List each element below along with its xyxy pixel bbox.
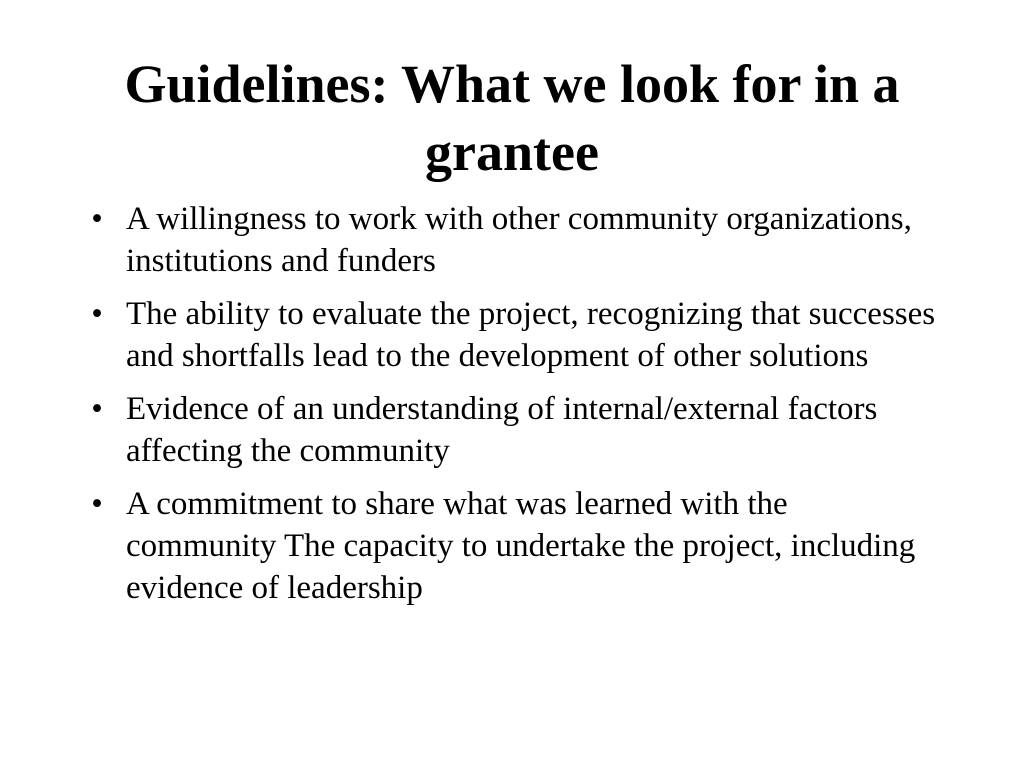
bullet-item-evaluation (82, 293, 942, 377)
bullet-text: A commitment to share what was learned with the community The capacity to undertake the project, including evidence of leadership (126, 486, 916, 606)
bullet-icon: • (91, 391, 103, 427)
bullet-text: A willingness to work with other community organizations, institutions and funders (126, 201, 912, 279)
bullet-icon: • (91, 296, 103, 332)
bullet-text: The ability to evaluate the project, recognizing that successes and shortfalls lead to the development of other solutions (126, 296, 936, 374)
bullet-icon: • (91, 201, 103, 237)
slide-title: Guidelines: What we look for in a grantee (124, 54, 900, 182)
bullet-item-understanding (82, 388, 942, 472)
bullet-item-commitment (82, 483, 942, 609)
bullet-item-collaboration (82, 198, 942, 282)
bullet-text: Evidence of an understanding of internal/external factors affecting the community (126, 391, 878, 469)
bullet-icon: • (91, 486, 103, 522)
bullet-list (82, 198, 942, 620)
